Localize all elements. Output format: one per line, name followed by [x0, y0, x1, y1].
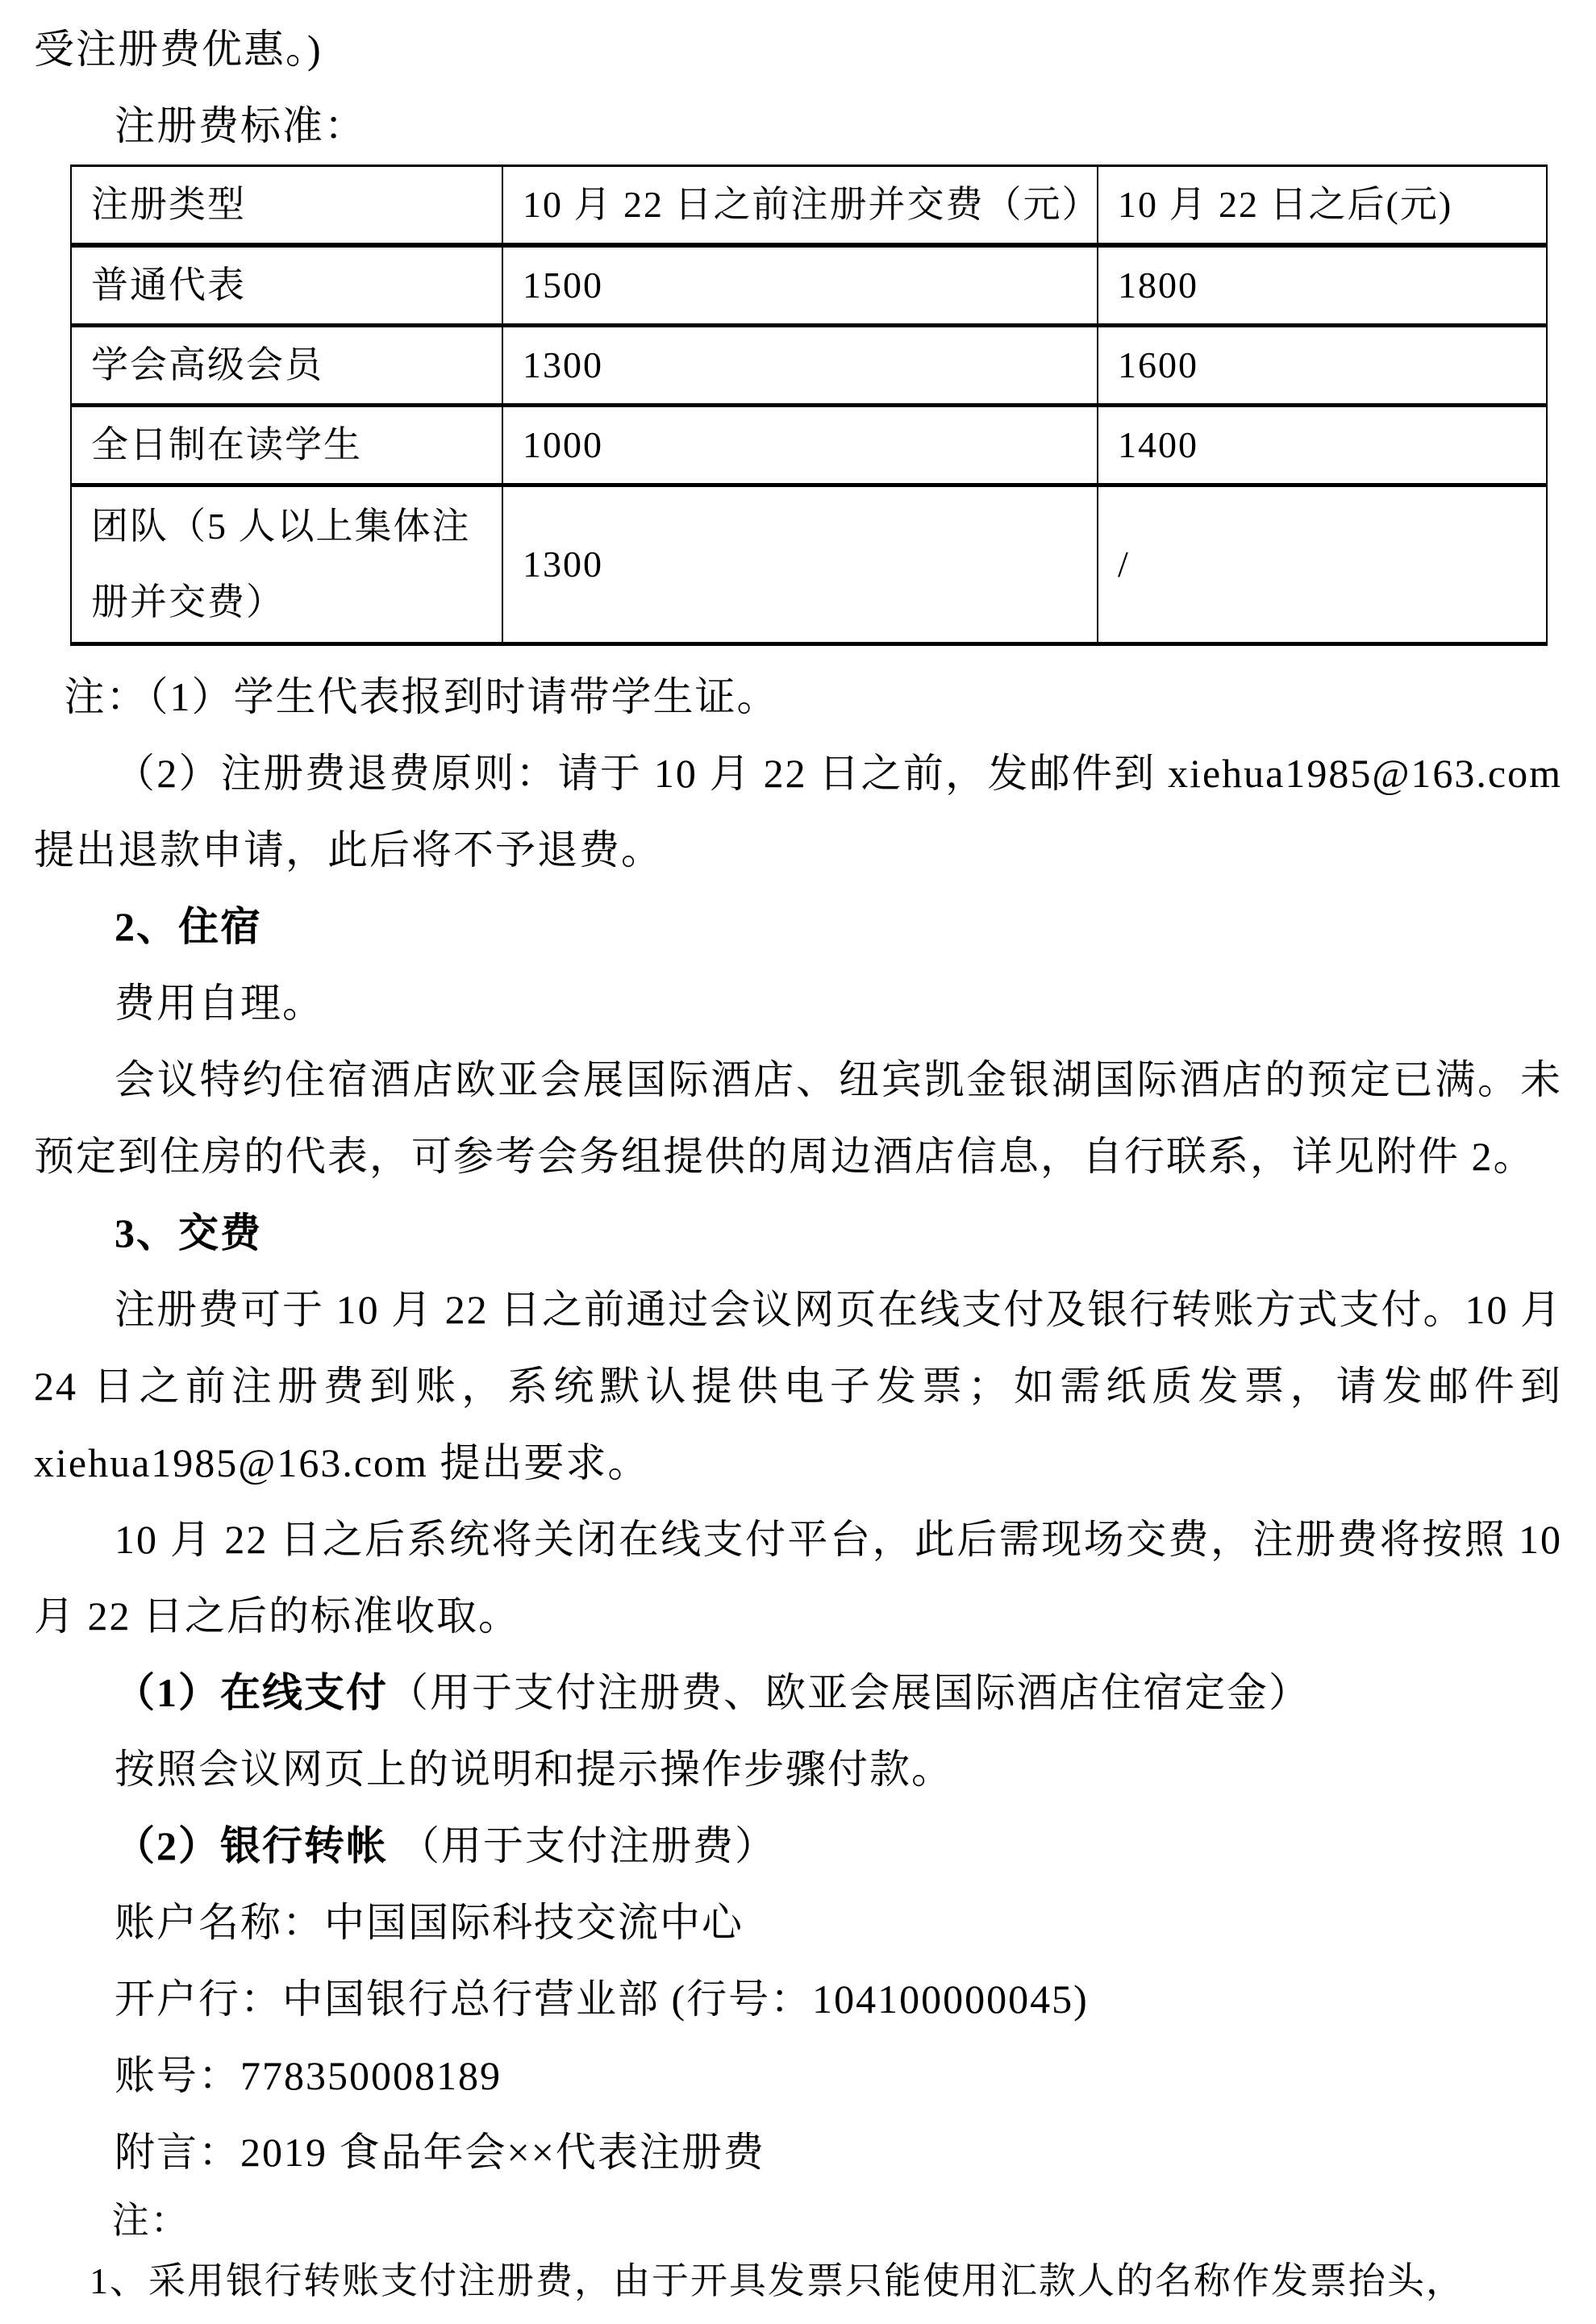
- online-payment-instruction: 按照会议网页上的说明和提示操作步骤付款。: [115, 1747, 953, 1792]
- bank-transfer-desc: （用于支付注册费）: [399, 1823, 777, 1868]
- cell-after-fee: 1600: [1098, 326, 1547, 406]
- fee-table: [70, 165, 1548, 646]
- cell-after-fee: 1400: [1098, 406, 1547, 485]
- fee-table-header-after: 10 月 22 日之后(元): [1098, 166, 1547, 246]
- intro-line: 受注册费优惠。): [34, 27, 323, 72]
- bank-transfer-label: （2）银行转帐: [115, 1823, 388, 1868]
- note-student-id: 注：（1）学生代表报到时请带学生证。: [64, 674, 779, 719]
- table-row: [71, 406, 1547, 485]
- cell-after-fee: /: [1098, 485, 1547, 644]
- cell-after-fee: 1800: [1098, 245, 1547, 326]
- fee-table-header-type: 注册类型: [71, 166, 502, 246]
- online-payment-line: [34, 1655, 1562, 1731]
- bank-transfer-line: [34, 1808, 1562, 1885]
- payment-methods-para: 注册费可于 10 月 22 日之前通过会议网页在线支付及银行转账方式支付。10 月 24 日之前注册费到账，系统默认提供电子发票；如需纸质发票，请发邮件到 xiehua1985@163.com 提出要求。: [34, 1287, 1562, 1485]
- table-row: [71, 326, 1547, 406]
- payment-note-label: 注：: [111, 2200, 190, 2241]
- table-row: [71, 245, 1547, 326]
- payment-deadline-para: 10 月 22 日之后系统将关闭在线支付平台，此后需现场交费，注册费将按照 10 月 22 日之后的标准收取。: [34, 1517, 1562, 1639]
- table-row: [71, 485, 1547, 644]
- note-refund-policy: （2）注册费退费原则：请于 10 月 22 日之前，发邮件到 xiehua1985@163.com 提出退款申请，此后将不予退费。: [34, 751, 1562, 873]
- remark-line: 附言：2019 食品年会××代表注册费: [115, 2130, 765, 2175]
- fee-table-header-before: 10 月 22 日之前注册并交费（元）: [502, 166, 1098, 246]
- fee-table-header-row: [71, 166, 1547, 246]
- section-heading-payment: 3、交费: [115, 1210, 262, 1256]
- account-name-line: 账户名称：中国国际科技交流中心: [115, 1900, 744, 1945]
- bank-branch-line: 开户行：中国银行总行营业部 (行号：104100000045): [115, 1976, 1089, 2022]
- accommodation-self-pay: 费用自理。: [115, 981, 324, 1026]
- cell-type: 普通代表: [71, 245, 502, 326]
- fee-standard-title: 注册费标准：: [115, 103, 366, 148]
- cell-before-fee: 1500: [502, 245, 1098, 326]
- account-number-line: 账号：778350008189: [115, 2053, 502, 2098]
- cell-before-fee: 1300: [502, 326, 1098, 406]
- cell-before-fee: 1000: [502, 406, 1098, 485]
- cell-type: 全日制在读学生: [71, 406, 502, 485]
- section-heading-accommodation: 2、住宿: [115, 904, 262, 949]
- cell-before-fee: 1300: [502, 485, 1098, 644]
- payment-note-item: 1、采用银行转账支付注册费，由于开具发票只能使用汇款人的名称作发票抬头，: [90, 2260, 1465, 2301]
- cell-type: 团队（5 人以上集体注册并交费）: [71, 485, 502, 644]
- online-payment-desc: （用于支付注册费、欧亚会展国际酒店住宿定金）: [388, 1670, 1311, 1715]
- accommodation-hotel-info: 会议特约住宿酒店欧亚会展国际酒店、纽宾凯金银湖国际酒店的预定已满。未预定到住房的代表，可参考会务组提供的周边酒店信息，自行联系，详见附件 2。: [34, 1057, 1562, 1179]
- cell-type: 学会高级会员: [71, 326, 502, 406]
- online-payment-label: （1）在线支付: [115, 1670, 388, 1715]
